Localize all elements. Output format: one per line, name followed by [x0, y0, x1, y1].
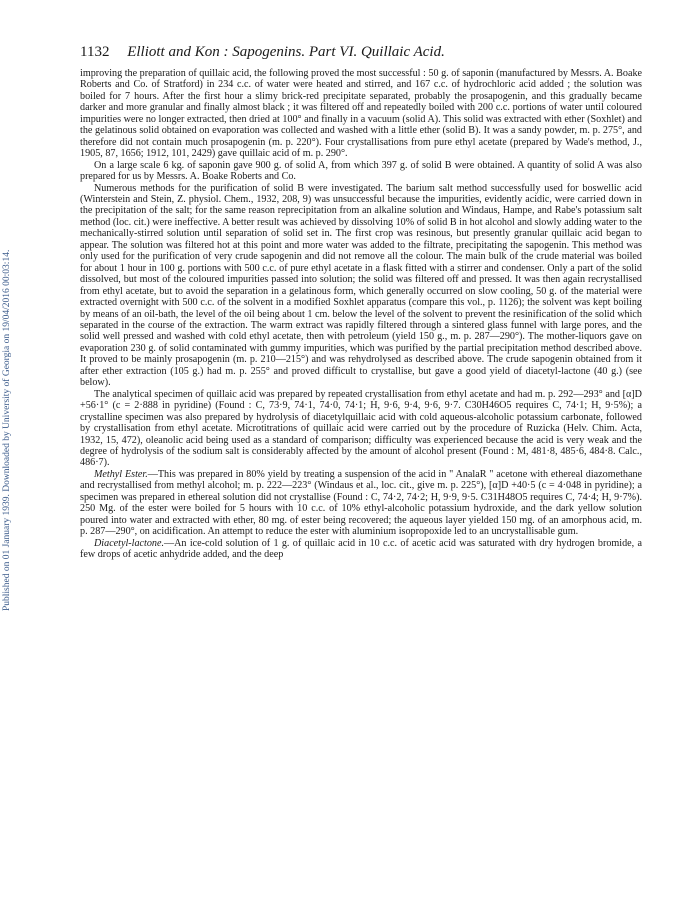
running-header: [80, 44, 640, 68]
paragraph: [80, 389, 642, 469]
running-title: Elliott and Kon : Sapogenins. Part VI. Quillaic Acid.: [127, 44, 445, 60]
paragraph: [80, 68, 642, 160]
article-body: [80, 68, 642, 908]
download-provenance-note: Published on 01 January 1939. Downloaded by University of Georgia on 19/04/2016 00:03:14.: [2, 249, 12, 611]
paragraph-text: —An ice-cold solution of 1 g. of quillaic acid in 10 c.c. of acetic acid was saturated with dry hydrogen bromide, a few drops of acetic anhydride added, and the deep: [80, 537, 642, 561]
paragraph-text: Numerous methods for the purification of solid B were investigated. The barium salt method successfully used for boswellic acid (Winterstein and Stein, Z. physiol. Chem., 1932, 208, 9) was unsuccessful because the impurities, evidently acidic, were carried down in the precipitation of the salt; for the same reason reprecipitation from an alkaline solution and Windaus, Hampe, and Rabe's potassium salt method (loc. cit.) were ineffective. A better result was achieved by dissolving 10% of solid B in hot alcohol and slowly adding water to the mechanically-stirred solution until separation of solid set in. The first crop was resinous, but presently granular quillaic acid began to appear. The solution was filtered hot at this point and more water was added to the filtrate, precipitating the sapogenin. This method was only used for the purification of very crude sapogenin and did not remove all the colour. The main bulk of the crude material was boiled for about 1 hour in 100 g. portions with 500 c.c. of pure ethyl acetate in a flask fitted with a stirrer and condenser. Only a part of the solid dissolved, but most of the coloured impurities passed into solution; the solid was filtered off and pressed. It was then again recrystallised from ethyl acetate, but to avoid the separation in a gelatinous form, which generally occurred on slow cooling, 50 g. of the material were extracted overnight with 500 c.c. of the solvent in a modified Soxhlet apparatus (compare this vol., p. 1126); the solvent was kept boiling by means of an oil-bath, the level of the oil being about 1 cm. below the level of the solvent to prevent the resinification of the solid which separated in the course of the extraction. The warm extract was rapidly filtered through a sintered glass funnel with large pores, and the solid well pressed and washed with cold ethyl acetate, then with petroleum (yield 150 g., m. p. 287—290°). The mother-liquors gave on evaporation 230 g. of solid contaminated with gummy impurities, which was purified by the partial precipitation method described above. It proved to be mainly prosapogenin (m. p. 210—215°) and was rehydrolysed as described above. The crude sapogenin obtained from it after ether extraction (105 g.) had m. p. 255° and proved difficult to crystallise, but gave a good yield of diacetyl-lactone (40 g.) (see below).: [80, 182, 642, 389]
paragraph: [80, 160, 642, 183]
paragraph-text: On a large scale 6 kg. of saponin gave 900 g. of solid A, from which 397 g. of solid B were obtained. A quantity of solid A was also prepared for us by Messrs. A. Boake Roberts and Co.: [80, 159, 642, 183]
page-number: 1132: [80, 44, 110, 60]
section-heading-methyl-ester: Methyl Ester.: [94, 468, 148, 480]
paragraph-text: The analytical specimen of quillaic acid was prepared by repeated crystallisation from ethyl acetate and had m. p. 292—293° and [α]D +56·1° (c = 2·888 in pyridine) (Found : C, 73·9, 74·1, 74·0, 74·1; H, 9·6, 9·4, 9·6, 9·7. C30H46O5 requires C, 74·1; H, 9·5%); a crystalline specimen was also prepared by hydrolysis of diacetylquillaic acid with cold aqueous-alcoholic potassium carbonate, followed by crystallisation from ethyl acetate. Microtitrations of quillaic acid were carried out by the procedure of Ruzicka (Helv. Chim. Acta, 1932, 15, 472), oleanolic acid being used as a standard of comparison; difficulty was experienced because the acid is very weak and the degree of hydrolysis of the sodium salt is considerably affected by the amount of alcohol present (Found : M, 481·8, 485·6, 484·8. Calc., 486·7).: [80, 388, 642, 469]
paragraph: [80, 538, 642, 561]
paragraph: [80, 469, 642, 538]
paragraph: [80, 183, 642, 389]
paragraph-text: improving the preparation of quillaic acid, the following proved the most successful : 50 g. of saponin (manufactured by Messrs. A. Boake Roberts and Co. of Stratford) in 234 c.c. of water were heated and stirred, and 167 c.c. of hydrochloric acid added ; the solution was boiled for 7 hours. After the first hour a slimy brick-red precipitate separated, probably the prosapogenin, and this gradually became darker and more granular and finally almost black ; it was filtered off and repeatedly boiled with 200 c.c. portions of water until coloured impurities were no longer extracted, then dried at 100° and finally in a vacuum (solid A). This solid was extracted with ether (Soxhlet) and the gelatinous solid obtained on evaporation was collected and washed with a little ether (solid B). It was a sandy powder, m. p. 275°, and therefore did not contain much prosapogenin (m. p. 220°). Four crystallisations from pure ethyl acetate (prepared by Wade's method, J., 1905, 87, 1656; 1912, 101, 2429) gave quillaic acid of m. p. 290°.: [80, 68, 642, 160]
section-heading-diacetyl-lactone: Diacetyl-lactone.: [94, 537, 164, 549]
paragraph-text: —This was prepared in 80% yield by treating a suspension of the acid in " AnalaR " acetone with ethereal diazomethane and recrystallised from methyl alcohol; m. p. 222—223° (Windaus et al., loc. cit., give m. p. 225°), [α]D +40·5 (c = 4·048 in pyridine); a specimen was prepared in ethereal solution did not crystallise (Found : C, 74·2, 74·2; H, 9·9, 9·5. C31H48O5 requires C, 74·4; H, 9·7%). 250 Mg. of the ester were boiled for 5 hours with 10 c.c. of 10% ethyl-alcoholic potassium hydroxide, and the dark yellow solution poured into water and extracted with ether, 80 mg. of ester being recovered; the aqueous layer yielded 150 mg. of an amorphous acid, m. p. 287—290°, on acidification. An attempt to reduce the ester with aluminium isopropoxide led to an uncrystallisable gum.: [80, 468, 642, 538]
